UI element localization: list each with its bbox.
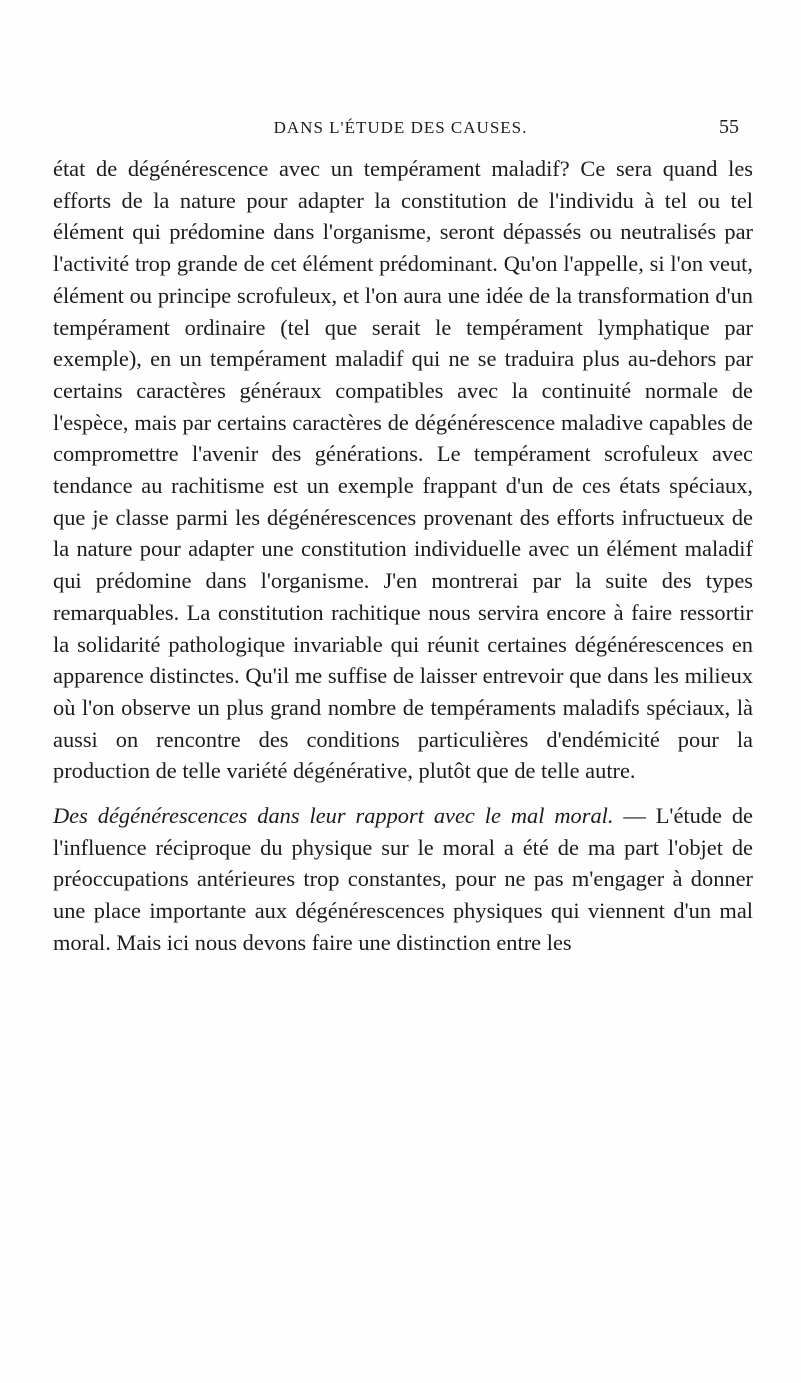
- body-text: [53, 153, 753, 959]
- section-heading: Des dégénérescences dans leur rapport avec le mal moral.: [53, 803, 614, 829]
- running-head: [0, 112, 801, 142]
- paragraph-temperament: état de dégénérescence avec un tempérament maladif? Ce sera quand les efforts de la nature pour adapter la constitution de l'individu à tel ou tel élément qui prédomine dans l'organisme, seront dépassés ou neutralisés par l'activité trop grande de cet élément prédominant. Qu'on l'appelle, si l'on veut, élément ou principe scrofuleux, et l'on aura une idée de la transformation d'un tempérament ordinaire (tel que serait le tempérament lymphatique par exemple), en un tempérament maladif qui ne se traduira plus au-dehors par certains caractères généraux compatibles avec la continuité normale de l'espèce, mais par certains caractères de dégénérescence maladive capables de compromettre l'avenir des générations. Le tempérament scrofuleux avec tendance au rachitisme est un exemple frappant d'un de ces états spéciaux, que je classe parmi les dégénérescences provenant des efforts infructueux de la nature pour adapter une constitution individuelle avec un élément maladif qui prédomine dans l'organisme. J'en montrerai par la suite des types remarquables. La constitution rachitique nous servira encore à faire ressortir la solidarité pathologique invariable qui réunit certaines dégénérescences en apparence distinctes. Qu'il me suffise de laisser entrevoir que dans les milieux où l'on observe un plus grand nombre de tempéraments maladifs spéciaux, là aussi on rencontre des conditions particulières d'endémicité pour la production de telle variété dégénérative, plutôt que de telle autre.: [53, 156, 753, 784]
- paragraph-mal-moral: [53, 800, 753, 959]
- running-title: DANS L'ÉTUDE DES CAUSES.: [273, 118, 528, 137]
- paragraph-mal-moral-text: — L'étude de l'influence réciproque du physique sur le moral a été de ma part l'objet de préoccupations antérieures trop constantes, pour ne pas m'engager à donner une place importante aux dégénérescences physiques qui viennent d'un mal moral. Mais ici nous devons faire une distinction entre les: [53, 803, 753, 955]
- page-number: 55: [719, 116, 739, 138]
